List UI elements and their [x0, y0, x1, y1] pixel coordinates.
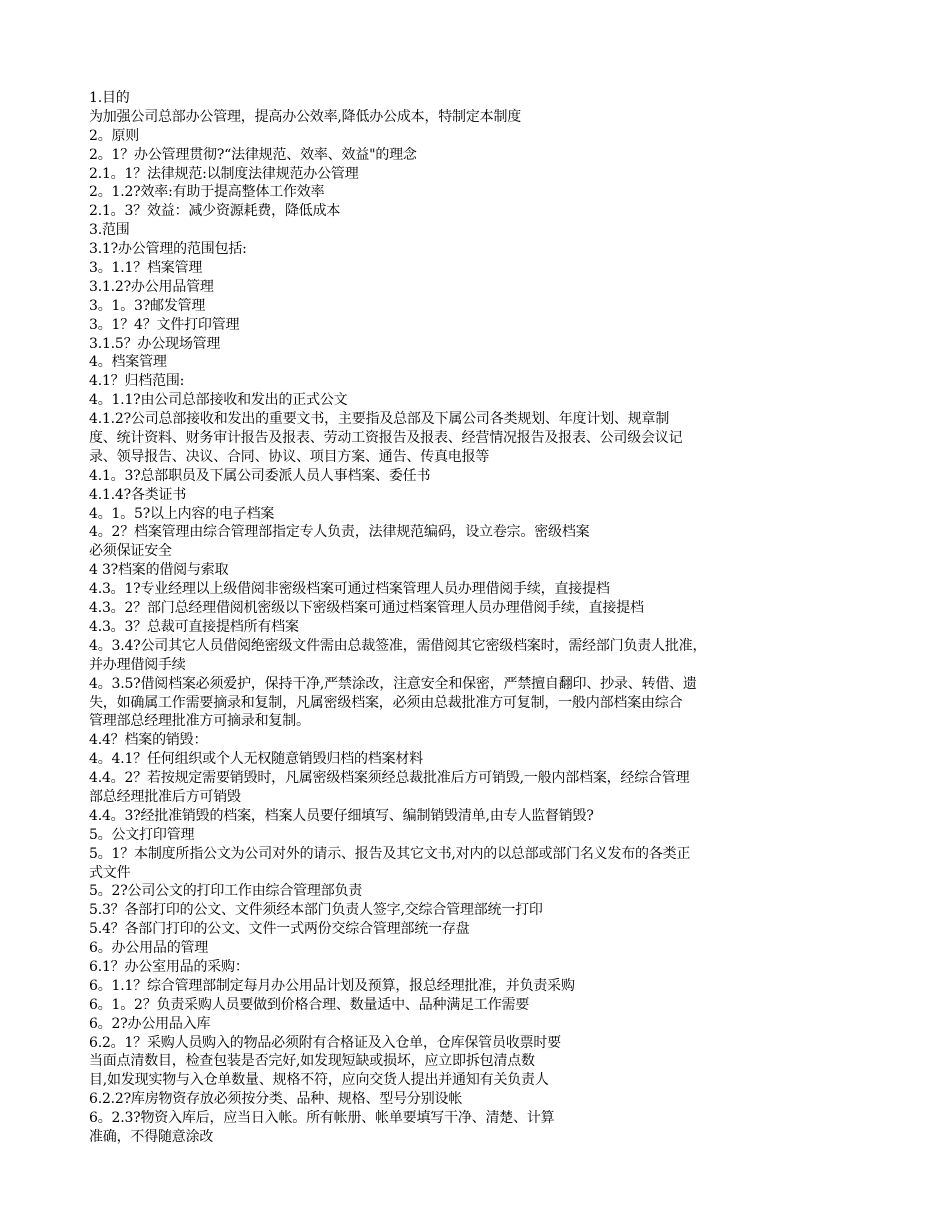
- document-line: 4。档案管理: [89, 354, 167, 371]
- document-line: 4.1？归档范围:: [89, 373, 185, 390]
- document-line: 失，如确属工作需要摘录和复制，凡属密级档案，必须由总裁批准方可复制，一般内部档案由综合: [89, 694, 683, 711]
- document-line: 1.目的: [89, 90, 130, 106]
- document-line: 3。1.1？档案管理: [89, 260, 203, 277]
- document-line: 6.1？办公室用品的采购：: [89, 958, 249, 975]
- document-line: 2.1。3？效益：减少资源耗费，降低成本: [89, 203, 341, 220]
- document-line: 4.3。1?专业经理以上级借阅非密级档案可通过档案管理人员办理借阅手续，直接提档: [89, 581, 610, 598]
- document-line: 4。3.5?借阅档案必须爱护，保持干净,严禁涂改，注意安全和保密，严禁擅自翻印、抄录、转借、遗: [89, 675, 697, 692]
- document-line: 为加强公司总部办公管理，提高办公效率,降低办公成本，特制定本制度: [89, 108, 522, 125]
- document-line: 4。1。5?以上内容的电子档案: [89, 505, 275, 522]
- document-line: 当面点清数目，检查包装是否完好,如发现短缺或损坏，应立即拆包清点数: [89, 1053, 535, 1070]
- document-line: 6。办公用品的管理: [89, 940, 209, 957]
- document-line: 4。4.1？任何组织或个人无权随意销毁归档的档案材料: [89, 751, 423, 768]
- document-line: 5.4？各部门打印的公文、文件一式两份交综合管理部统一存盘: [89, 921, 470, 938]
- document-line: 目,如发现实物与入仓单数量、规格不符，应向交货人提出并通知有关负责人: [89, 1072, 549, 1089]
- document-line: 6。1。2？负责采购人员要做到价格合理、数量适中、品种满足工作需要: [89, 996, 530, 1013]
- document-line: 4。1.1?由公司总部接收和发出的正式公文: [89, 392, 348, 409]
- document-line: 3.1.5？办公现场管理: [89, 335, 221, 352]
- document-line: 2。原则: [89, 127, 140, 144]
- document-line: 管理部总经理批准方可摘录和复制。: [89, 713, 310, 730]
- document-line: 3.范围: [89, 222, 130, 239]
- document-line: 4.3。3？总裁可直接提档所有档案: [89, 618, 299, 635]
- document-line: 6.2。1？采购人员购入的物品必须附有合格证及入仓单，仓库保管员收票时要: [89, 1034, 561, 1051]
- document-line: 5。2?公司公文的打印工作由综合管理部负责: [89, 883, 363, 900]
- document-line: 式文件: [89, 864, 131, 881]
- document-line: 4。2？档案管理由综合管理部指定专人负责，法律规范编码，设立卷宗。密级档案: [89, 524, 590, 541]
- document-line: 3.1?办公管理的范围包括:: [89, 241, 247, 258]
- document-body: [89, 89, 869, 1147]
- document-line: 2.1。1？法律规范:以制度法律规范办公管理: [89, 165, 359, 182]
- document-line: 4.1.4?各类证书: [89, 486, 187, 503]
- document-line: 6.2.2?库房物资存放必须按分类、品种、规格、型号分别设帐: [89, 1091, 463, 1108]
- document-line: 4.4？档案的销毁：: [89, 732, 208, 749]
- document-line: 3.1.2?办公用品管理: [89, 278, 214, 295]
- document-line: 6。2?办公用品入库: [89, 1015, 211, 1032]
- document-line: 并办理借阅手续: [89, 656, 186, 673]
- document-line: 5.3？各部打印的公文、文件须经本部门负责人签字,交综合管理部统一打印: [89, 902, 543, 919]
- document-line: 准确，不得随意涂改: [89, 1128, 214, 1145]
- document-line: 3。1。3?邮发管理: [89, 297, 206, 314]
- document-line: 部总经理批准后方可销毁: [89, 788, 241, 805]
- document-line: 度、统计资料、财务审计报告及报表、劳动工资报告及报表、经营情况报告及报表、公司级会议记: [89, 430, 683, 447]
- document-line: 6。1.1？综合管理部制定每月办公用品计划及预算，报总经理批准，并负责采购: [89, 977, 575, 994]
- document-line: 录、领导报告、决议、合同、协议、项目方案、通告、传真电报等: [89, 448, 490, 465]
- document-line: 4.4。2？若按规定需要销毁时，凡属密级档案须经总裁批准后方可销毁,一般内部档案，经综合管理: [89, 770, 690, 787]
- document-line: 4.4。3?经批准销毁的档案，档案人员要仔细填写、编制销毁清单,由专人监督销毁?: [89, 807, 594, 824]
- document-line: 5。公文打印管理: [89, 826, 195, 843]
- document-line: 5。1？本制度所指公文为公司对外的请示、报告及其它文书,对内的以总部或部门名义发布的各类正: [89, 845, 691, 862]
- document-line: 3。1？4？文件打印管理: [89, 316, 240, 333]
- document-line: 6。2.3?物资入库后，应当日入帐。所有帐册、帐单要填写干净、清楚、计算: [89, 1110, 555, 1127]
- document-line: 2。1.2?效率:有助于提高整体工作效率: [89, 184, 325, 201]
- document-line: 4.1.2?公司总部接收和发出的重要文书，主要指及总部及下属公司各类规划、年度计划、规章制: [89, 411, 670, 428]
- document-line: 2。1？办公管理贯彻?“法律规范、效率、效益"的理念: [89, 146, 417, 163]
- document-line: 4.1。3?总部职员及下属公司委派人员人事档案、委任书: [89, 467, 431, 484]
- document-line: 4 3?档案的借阅与索取: [89, 562, 229, 579]
- document-line: 4.3。2？部门总经理借阅机密级以下密级档案可通过档案管理人员办理借阅手续，直接提档: [89, 600, 644, 617]
- document-line: 4。3.4?公司其它人员借阅绝密级文件需由总裁签准，需借阅其它密级档案时，需经部门负责人批准，: [89, 637, 707, 654]
- document-line: 必须保证安全: [89, 543, 172, 560]
